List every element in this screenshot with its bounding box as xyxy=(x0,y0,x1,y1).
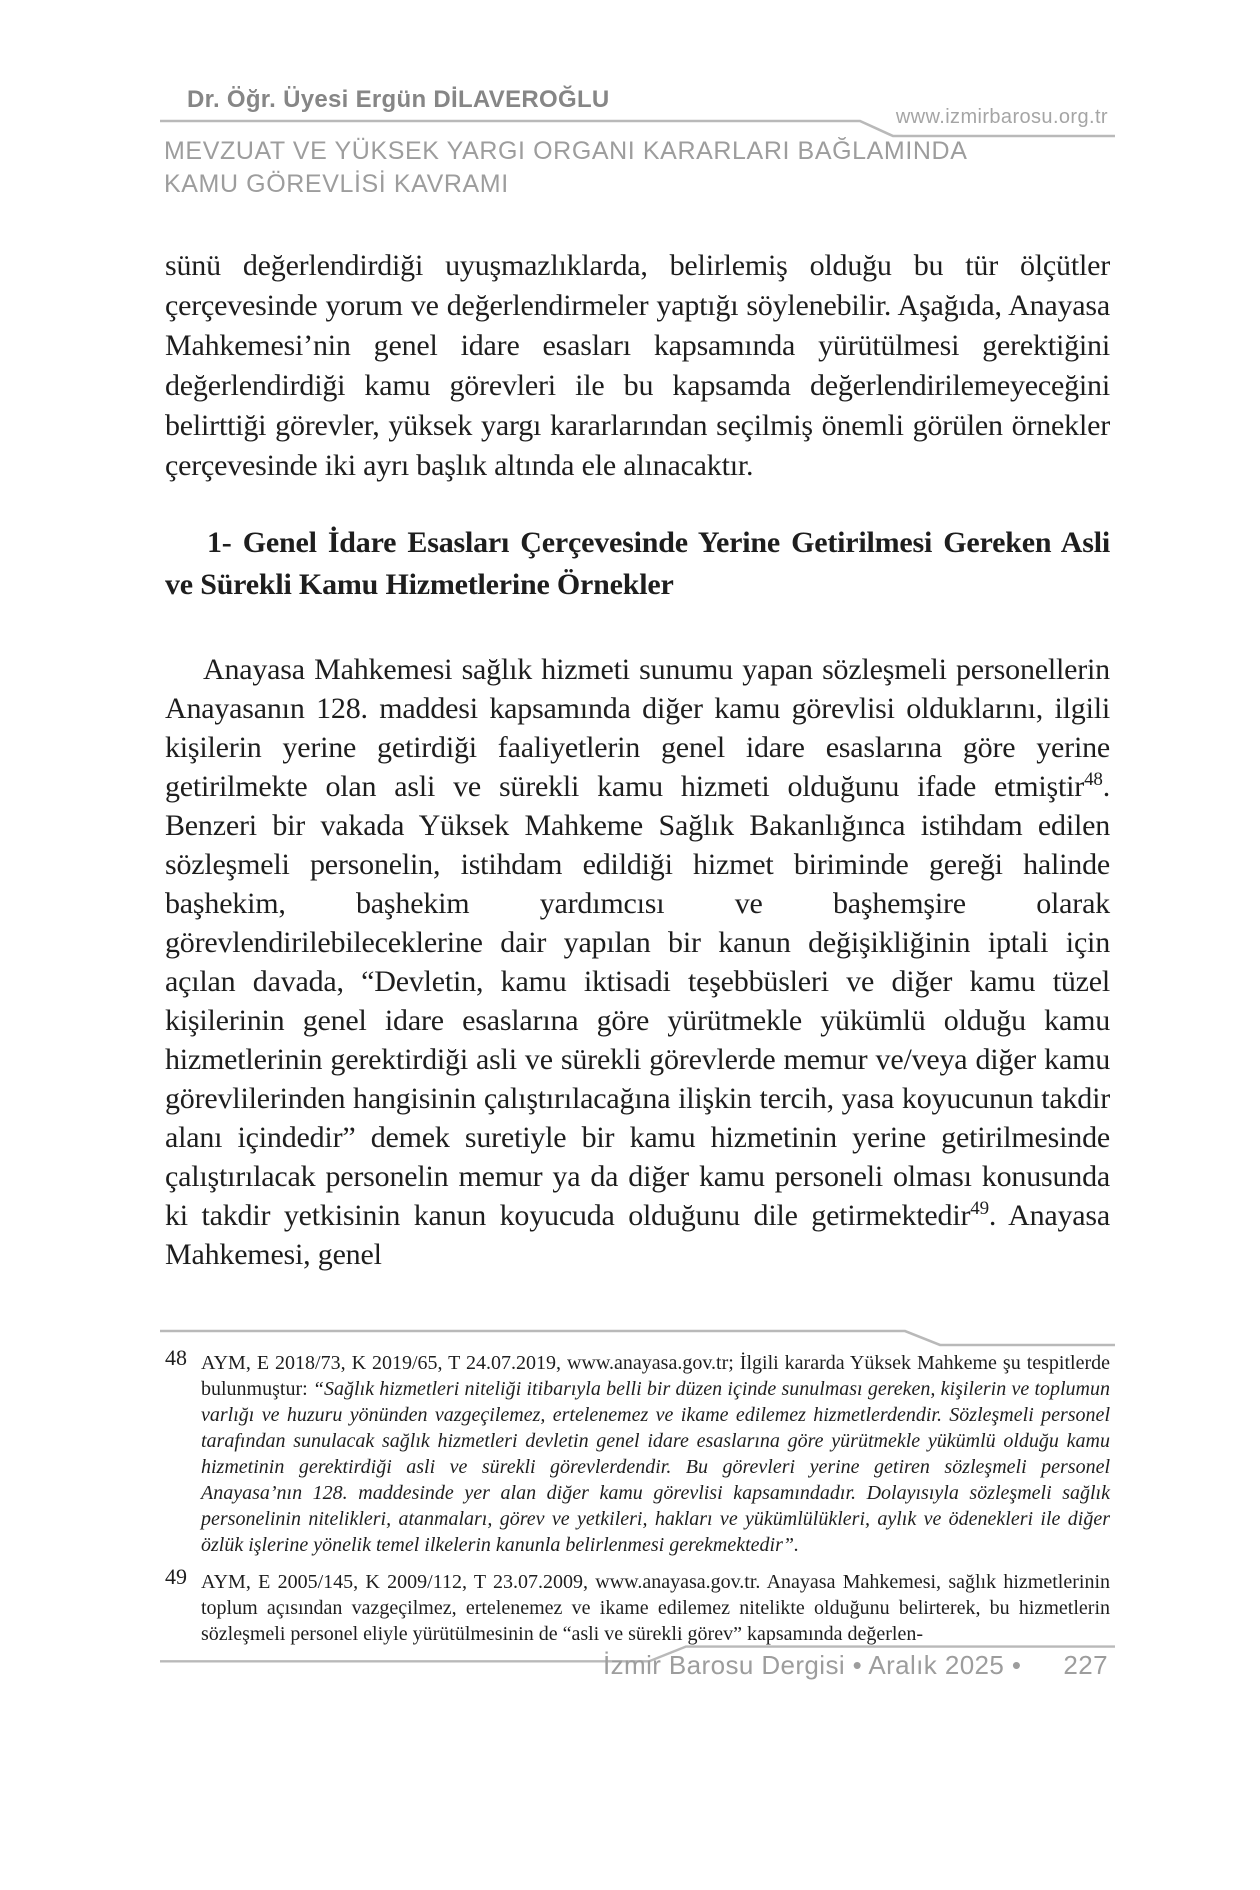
footnote-ref: 49 xyxy=(970,1198,989,1219)
footnote-number: 48 xyxy=(165,1345,187,1370)
text-run: . Benzeri bir vakada Yüksek Mahkeme Sağlık Bakanlığınca istihdam edilen sözleşmeli personelin, istihdam edildiği hizmet biriminde gereği halinde başhekim, başhekim yardımcısı ve başhemşire olarak görevlendirilebileceklerine dair yapılan bir kanun değişikliğinin iptali için açılan davada, “Devletin, kamu iktisadi teşebbüsleri ve diğer kamu tüzel kişilerinin genel idare esaslarına göre yürütmekle yükümlü olduğu kamu hizmetlerinin gerektirdiği asli ve sürekli görevlerde memur ve/veya diğer kamu görevlilerinden hangisinin çalıştırılacağına ilişkin tercih, yasa koyucunun takdir alanı içindedir” demek suretiyle bir kamu hizmetinin yerine getirilmesinde çalıştırılacak personelin memur ya da diğer kamu personeli olması konusunda ki takdir yetkisinin kanun koyucuda olduğunu dile getirmektedir xyxy=(165,770,1110,1232)
footnote-ref: 48 xyxy=(1084,769,1103,790)
footer xyxy=(160,1650,1108,1681)
text-run: Anayasa Mahkemesi sağlık hizmeti sunumu yapan sözleşmeli personellerin Anayasanın 128. maddesi kapsamında diğer kamu görevlisi olduklarını, ilgili kişilerin yerine getirdiği faaliyetlerin genel idare esaslarına göre yerine getirilmekte olan asli ve sürekli kamu hizmeti olduğunu ifade etmiştir xyxy=(165,653,1110,803)
text-run: . Anayasa Mahkemesi, genel xyxy=(165,1199,1110,1271)
article-title-line1: MEVZUAT VE YÜKSEK YARGI ORGANI KARARLARI BAĞLAMINDA xyxy=(164,137,968,165)
text-run: sünü değerlendirdiği uyuşmazlıklarda, belirlemiş olduğu bu tür ölçütler çerçevesinde yorum ve değerlendirmeler yaptığı söylenebilir. Aşağıda, Anayasa Mahkemesi’nin genel idare esasları kapsamında yürütülmesi gerektiğini değerlendirdiği kamu görevleri ile bu kapsamda değerlendirilemeyeceğini belirttiği görevler, yüksek yargı kararlarından seçilmiş önemli görülen örnekler çerçevesinde iki ayrı başlık altında ele alınacaktır. xyxy=(165,249,1110,482)
footnote-49 xyxy=(165,1564,1110,1647)
body-text xyxy=(165,246,1110,1274)
site-url: www.izmirbarosu.org.tr xyxy=(895,106,1108,128)
journal-name-date: İzmir Barosu Dergisi • Aralık 2025 • xyxy=(602,1650,1022,1680)
footnotes xyxy=(165,1345,1111,1647)
text-run: AYM, E 2018/73, K 2019/65, T 24.07.2019, www.anayasa.gov.tr; İlgili kararda Yüksek Mahkeme şu tespitlerde bulunmuştur: xyxy=(201,1352,1110,1400)
footnote-separator-rule xyxy=(160,1327,1115,1351)
footnote-quote-italic: “Sağlık hizmetleri niteliği itibarıyla belli bir düzen içinde sunulması gereken, kişilerin ve toplumun varlığı ve huzuru yönünden vazgeçilemez, ertelenemez ve ikame edilemez hizmetlerdendir. Sözleşmeli personel tarafından sunulacak sağlık hizmetleri devletin genel idare esaslarına göre yürütmekle yükümlü olduğu kamu hizmetinin gerektirdiği asli ve sürekli görevlerdendir. Bu görevleri yerine getiren sözleşmeli personel Anayasa’nın 128. maddesinde yer alan diğer kamu görevlisi kapsamındadır. Dolayısıyla sözleşmeli sağlık personelinin nitelikleri, atanmaları, görev ve yetkileri, hakları ve yükümlülükleri, aylık ve ödenekleri ile diğer özlük işlerine yönelik temel ilkelerin kanunla belirlenmesi gerekmektedir”. xyxy=(201,1378,1111,1556)
author-name: Dr. Öğr. Üyesi Ergün DİLAVEROĞLU xyxy=(187,86,610,113)
article-title-line2: KAMU GÖREVLİSİ KAVRAMI xyxy=(164,170,509,198)
section-heading xyxy=(165,522,1110,606)
body-paragraph xyxy=(165,650,1110,1274)
body-paragraph xyxy=(165,246,1110,486)
footnote-number: 49 xyxy=(165,1564,187,1589)
text-run: AYM, E 2005/145, K 2009/112, T 23.07.2009, www.anayasa.gov.tr. Anayasa Mahkemesi, sağlık hizmetlerinin toplum açısından vazgeçilmez, ertelenemez ve ikame edilemez nitelikte olduğunu belirterek, bu hizmetlerin sözleşmeli personel eliyle yürütülmesinin de “asli ve sürekli görev” kapsamında değerlen- xyxy=(201,1571,1110,1645)
text-run: 1- Genel İdare Esasları Çerçevesinde Yerine Getirilmesi Gereken Asli ve Sürekli Kamu Hizmetlerine Örnekler xyxy=(165,526,1110,601)
footnote-48 xyxy=(165,1345,1111,1558)
page-number: 227 xyxy=(1063,1650,1108,1680)
